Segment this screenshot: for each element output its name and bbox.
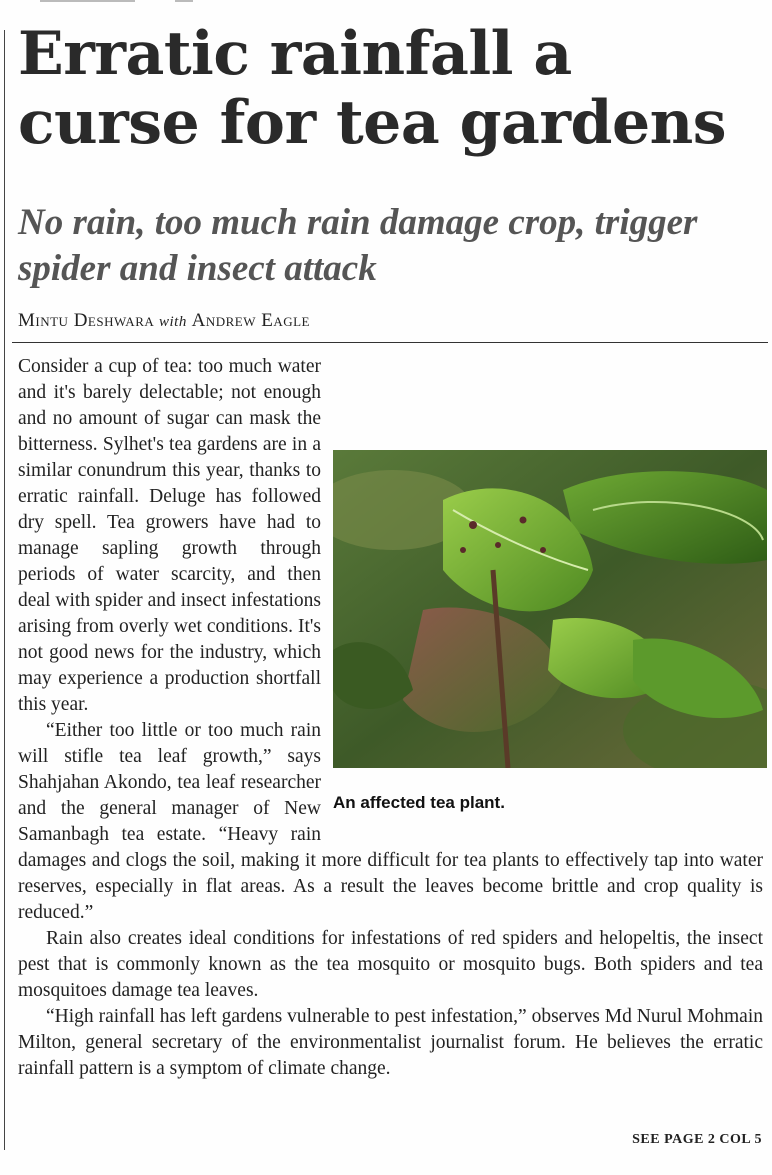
- photo-caption: An affected tea plant.: [333, 793, 505, 812]
- paragraph-1-text: Consider a cup of tea: too much water and it's barely delectable; not enough and no amount of sugar can mask the bitterness. Sylhet's tea gardens are in a similar conundrum this year, thanks to erratic rainfall. Deluge has followed dry spell. Tea growers have had to manage sapling growth through periods of water scarcity, and then deal with spider and insect infestations arising from overly wet conditions. It's not good news for the industry, which may experience a production shortfall this year.: [18, 356, 321, 715]
- paragraph-3-text: Rain also creates ideal conditions for infestations of red spiders and helopeltis, the insect pest that is commonly known as the tea mosquito or mosquito bugs. Both spiders and tea mosquitoes damage tea leaves.: [18, 928, 763, 1001]
- paragraph-2-text: “Either too little or too much rain will stifle tea leaf growth,” says Shahjahan Akondo, tea leaf researcher and the general manager of New Samanbagh tea estate. “Heavy rain damages and clogs the soil, making it more difficult for tea plants to effectively tap into water reserves, especially in flat areas. As a result the leaves become brittle and crop quality is reduced.”: [18, 720, 763, 923]
- jump-line: SEE PAGE 2 COL 5: [632, 1132, 762, 1147]
- paragraph-4-text: “High rainfall has left gardens vulnerable to pest infestation,” observes Md Nurul Mohmain Milton, general secretary of the environmentalist journalist forum. He believes the erratic rainfall pattern is a symptom of climate change.: [18, 1006, 763, 1079]
- tea-plant-photo: [333, 450, 767, 768]
- byline: [18, 310, 310, 332]
- subheadline: No rain, too much rain damage crop, trigger spider and insect attack: [18, 202, 698, 289]
- column-rule: [4, 30, 5, 1150]
- photo-block: [333, 450, 771, 835]
- byline-joiner: with: [159, 314, 187, 330]
- headline: Erratic rainfall a curse for tea gardens: [18, 19, 727, 158]
- byline-divider: [12, 342, 768, 343]
- coauthor-name: Andrew Eagle: [191, 310, 310, 331]
- paragraph-4: [18, 1004, 763, 1082]
- article-body: [18, 354, 763, 1082]
- top-edge-marks: [0, 0, 772, 4]
- paragraph-3: [18, 926, 763, 1004]
- author-name: Mintu Deshwara: [18, 310, 155, 331]
